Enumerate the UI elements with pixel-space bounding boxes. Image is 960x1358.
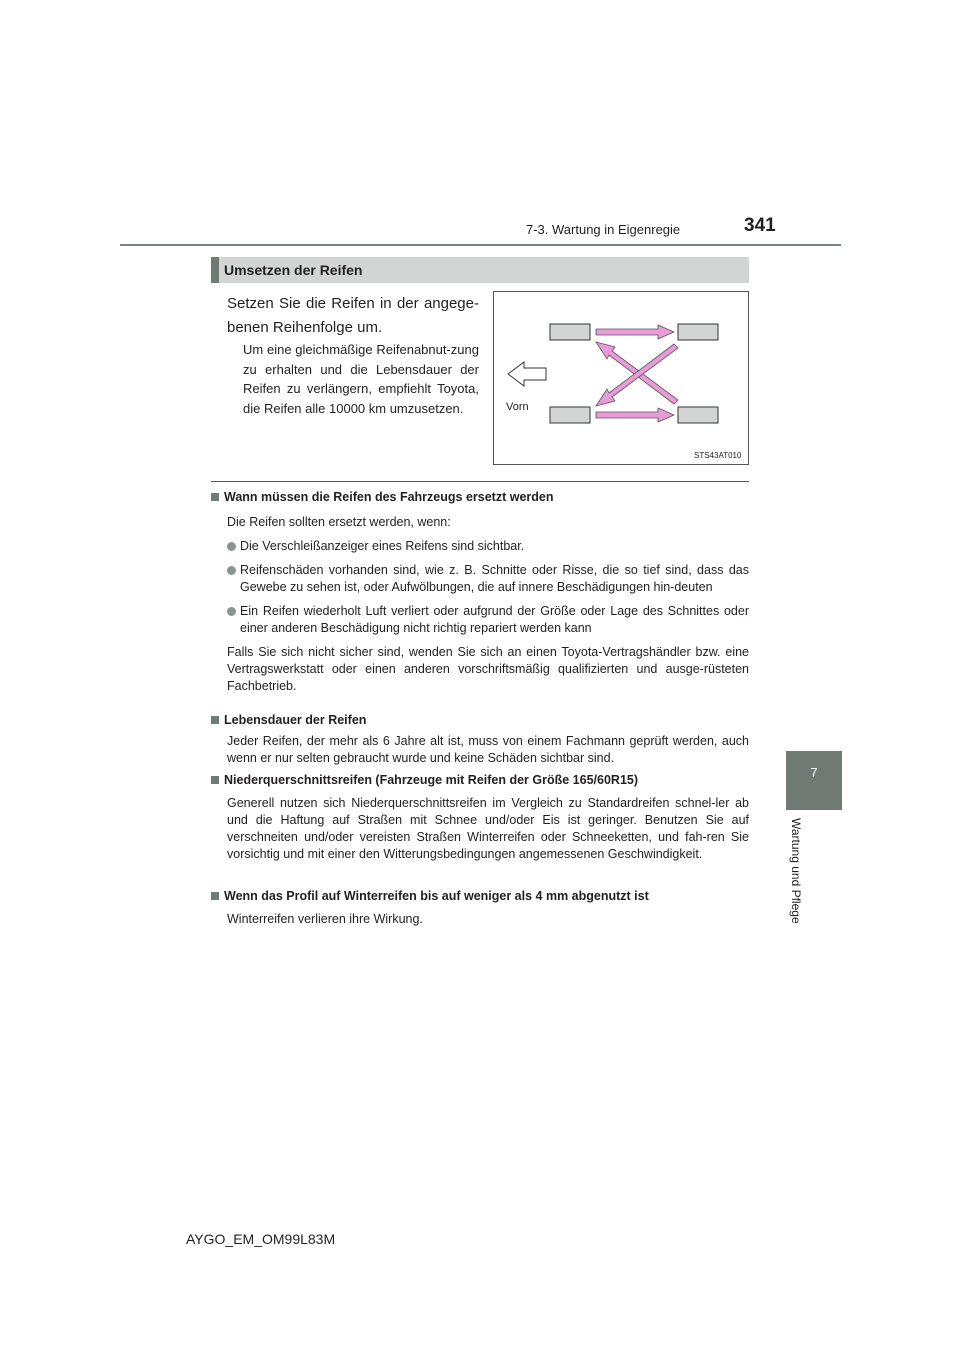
- chapter-tab: [786, 751, 842, 810]
- info-heading-replacement: Wann müssen die Reifen des Fahrzeugs ersetzt werden: [211, 489, 749, 506]
- info-block-winter-tires: [211, 888, 749, 928]
- header-section-title: 7-3. Wartung in Eigenregie: [526, 222, 681, 237]
- intro-note: Um eine gleichmäßige Reifenabnut-zung zu erhalten und die Lebensdauer der Reifen zu verlängern, empfiehlt Toyota, die Reifen alle 10000 km umzusetzen.: [243, 342, 479, 416]
- intro-instruction: Setzen Sie die Reifen in der angege-benen Reihenfolge um.: [227, 295, 479, 336]
- info-block-replacement: [211, 489, 749, 695]
- tire-rear-left: [678, 324, 718, 340]
- front-direction-label: Vorn: [506, 401, 529, 413]
- square-bullet-icon: [211, 493, 219, 501]
- circle-bullet-icon: [227, 542, 236, 551]
- lifespan-text: Jeder Reifen, der mehr als 6 Jahre alt ist, muss von einem Fachmann geprüft werden, auch wenn er nur selten gebraucht wurde und keine Schäden sichtbar sind.: [227, 734, 749, 765]
- page-number: 341: [744, 215, 776, 236]
- square-bullet-icon: [211, 716, 219, 724]
- circle-bullet-icon: [227, 566, 236, 575]
- circle-bullet-icon: [227, 607, 236, 616]
- tire-front-right: [550, 407, 590, 423]
- info-block-low-profile: [211, 772, 749, 863]
- info-heading-winter-tires: Wenn das Profil auf Winterreifen bis auf weniger als 4 mm abgenutzt ist: [211, 888, 749, 905]
- chapter-tab-title: Wartung und Pflege: [789, 818, 803, 924]
- replacement-closing: Falls Sie sich nicht sicher sind, wenden Sie sich an einen Toyota-Vertragshändler bzw. eine Vertragswerkstatt oder einen anderen vorschriftsmäßig qualifizierten und ausge-rüsteten Fachbetrieb.: [227, 645, 749, 693]
- section-heading: Umsetzen der Reifen: [224, 262, 363, 278]
- figure-code: STS43AT010: [694, 451, 742, 460]
- winter-tires-text: Winterreifen verlieren ihre Wirkung.: [227, 912, 423, 926]
- header-divider: [120, 244, 841, 246]
- tire-front-left: [550, 324, 590, 340]
- chapter-tab-number: 7: [810, 765, 818, 780]
- list-item: Die Verschleißanzeiger eines Reifens sind sichtbar.: [211, 538, 749, 555]
- tire-rotation-figure: [493, 291, 749, 465]
- tire-rotation-diagram: [494, 292, 748, 464]
- info-block-lifespan: [211, 712, 749, 767]
- square-bullet-icon: [211, 776, 219, 784]
- arrow-bottom: [596, 408, 674, 422]
- list-item: Ein Reifen wiederholt Luft verliert oder aufgrund der Größe oder Lage des Schnittes oder einer anderen Beschädigung nicht richtig repariert werden kann: [211, 603, 749, 637]
- low-profile-text: Generell nutzen sich Niederquerschnittsreifen im Vergleich zu Standardreifen schnel-ler ab und die Haftung auf Straßen mit Schnee und/oder Eis ist geringer. Benutzen Sie auf verschneiten und/oder vereisten Straßen Winterreifen oder Schneeketten, und fah-ren Sie vorsichtig und mit einer den Witterungsbedingungen angemessenen Geschwindigkeit.: [227, 796, 749, 861]
- info-heading-low-profile: Niederquerschnittsreifen (Fahrzeuge mit Reifen der Größe 165/60R15): [211, 772, 749, 789]
- section-divider: [211, 481, 749, 482]
- list-item: Reifenschäden vorhanden sind, wie z. B. Schnitte oder Risse, die so tief sind, dass das Gewebe zu sehen ist, oder Aufwölbungen, die auf innere Beschädigungen hin-deuten: [211, 562, 749, 596]
- tire-rear-right: [678, 407, 718, 423]
- replacement-lead: Die Reifen sollten ersetzt werden, wenn:: [227, 515, 451, 529]
- info-heading-lifespan: Lebensdauer der Reifen: [211, 712, 749, 729]
- document-code: AYGO_EM_OM99L83M: [186, 1231, 336, 1247]
- square-bullet-icon: [211, 892, 219, 900]
- front-direction-arrow: [508, 362, 546, 386]
- arrow-top: [596, 325, 674, 339]
